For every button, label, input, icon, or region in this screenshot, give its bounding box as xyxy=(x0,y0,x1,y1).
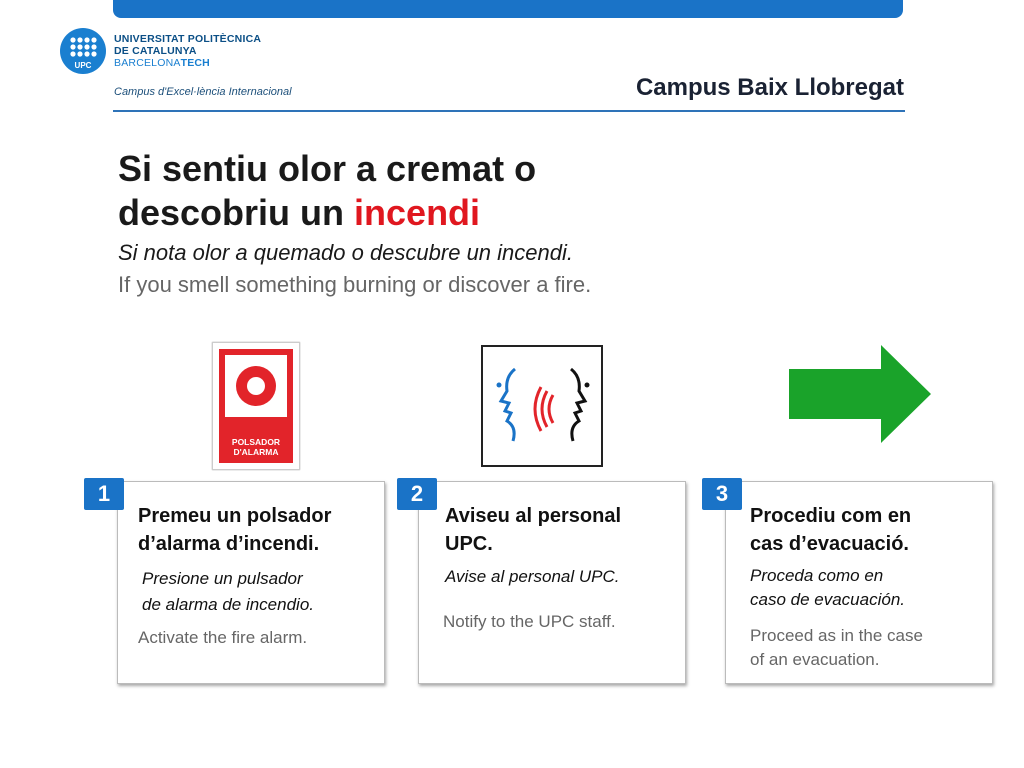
fire-alarm-sign-icon xyxy=(212,342,300,470)
step-heading xyxy=(750,502,911,558)
step-english-text xyxy=(138,626,307,650)
step-en-line1: Proceed as in the case xyxy=(750,626,923,645)
step-en-line1: Activate the fire alarm. xyxy=(138,628,308,647)
university-line2: DE CATALUNYA xyxy=(114,45,197,57)
header-divider xyxy=(113,110,905,112)
top-accent-bar xyxy=(113,0,903,18)
subtitle-spanish: Si nota olor a quemado o descubre un incendi. xyxy=(118,240,573,265)
logo-text: UPC xyxy=(74,61,92,70)
step-spanish-text xyxy=(142,566,314,618)
evacuation-arrow-icon xyxy=(789,345,931,443)
step-heading-line1: Procediu com en xyxy=(750,505,912,527)
campus-tagline: Campus d'Excel·lència Internacional xyxy=(114,86,292,98)
upc-logo-icon xyxy=(60,28,106,74)
step-card-3 xyxy=(715,481,993,684)
step-spanish-text xyxy=(750,564,905,612)
step-es-line1: Presione un pulsador xyxy=(142,569,303,588)
page-title xyxy=(118,147,536,235)
step-heading-line2: UPC. xyxy=(445,533,493,555)
step-en-line1: Notify to the UPC staff. xyxy=(443,612,616,631)
notify-staff-sign-icon xyxy=(481,345,603,467)
university-line3a: BARCELONA xyxy=(114,57,181,69)
title-line2-prefix: descobriu un xyxy=(118,192,355,233)
step-es-line1: Proceda como en xyxy=(750,566,884,585)
step-heading-line2: cas d’evacuació. xyxy=(750,533,909,555)
step-english-text xyxy=(750,624,923,672)
university-line1: UNIVERSITAT POLITÈCNICA xyxy=(114,33,262,45)
campus-name: Campus Baix Llobregat xyxy=(635,74,904,101)
alarm-label-line1: POLSADOR xyxy=(231,437,281,447)
step-es-line2: caso de evacuación. xyxy=(750,590,905,609)
step-heading-line2: d’alarma d’incendi. xyxy=(138,533,320,555)
step-spanish-text xyxy=(445,564,620,590)
title-line1: Si sentiu olor a cremat o xyxy=(118,148,537,189)
step-number-badge: 1 xyxy=(84,478,124,510)
title-highlight: incendi xyxy=(354,192,481,233)
step-number-badge: 2 xyxy=(397,478,437,510)
step-es-line2: de alarma de incendio. xyxy=(142,595,315,614)
university-line3b: TECH xyxy=(180,57,210,69)
step-en-line2: of an evacuation. xyxy=(750,650,880,669)
subtitle-english: If you smell something burning or discover a fire. xyxy=(118,272,592,297)
university-name xyxy=(114,33,261,69)
step-number-badge: 3 xyxy=(702,478,742,510)
step-heading xyxy=(138,502,331,558)
step-card-1 xyxy=(97,481,385,684)
step-heading-line1: Aviseu al personal xyxy=(445,505,621,527)
alarm-label-line2: D'ALARMA xyxy=(233,447,279,457)
step-card-2 xyxy=(410,481,686,684)
step-english-text xyxy=(443,610,616,634)
step-es-line1: Avise al personal UPC. xyxy=(445,567,620,586)
step-heading xyxy=(445,502,621,558)
step-heading-line1: Premeu un polsador xyxy=(138,505,332,527)
